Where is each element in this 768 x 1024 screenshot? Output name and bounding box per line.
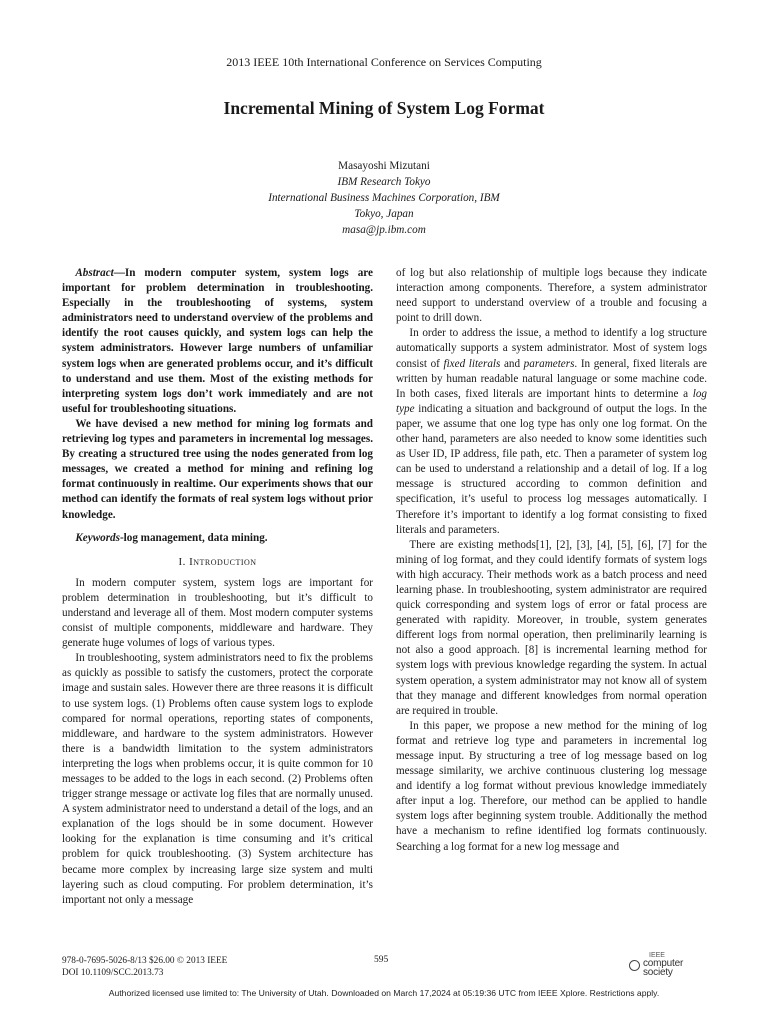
conference-header: 2013 IEEE 10th International Conference on Services Computing (226, 55, 542, 69)
author-org-full: International Business Machines Corporation, IBM (268, 192, 500, 204)
section-number: I. (178, 555, 186, 568)
footer-doi[interactable]: DOI 10.1109/SCC.2013.73 (62, 968, 164, 978)
abstract-paragraph-2: We have devised a new method for mining log formats and retrieving log types and parameters in incremental log messages. By creating a structured tree using the nodes generated from log messages, we created a method for mining and refining log format continuously in realtime. Our experiments shows that our method can identify the formats of real system logs without prior knowledge. (62, 417, 373, 521)
body-paragraph-5: In this paper, we propose a new method for the mining of log format and retrieve log type and parameters in incremental log message input. By structuring a tree of log message based on log message similarity, we archive continuous clustering log message and identify a log format without previous knowledge immediately after input a log. Therefore, our method can be applied to handle system logs after beginning system trouble. Additionally the method have a mechanism to refine identified log formats continuously. Searching a log format for a new log message and (396, 719, 707, 853)
logo-line-1: computer (643, 958, 684, 969)
footer-left (62, 955, 227, 979)
p3-text-a: In order to address the issue, a method to identify a log structure automatically supports a system administrator. Most of system logs consist of (396, 327, 707, 370)
p3-text-b: . In general, fixed literals are written by human readable natural language or some machine code. In both cases, fixed literals are important hints to determine a (396, 357, 707, 400)
body-paragraph-4: There are existing methods[1], [2], [3], [4], [5], [6], [7] for the mining of log format, and they could identify formats of system logs with high accuracy. Their methods work as a batch process and need learning phase. In troubleshooting, system administrator are required quick corresponding and system logs of error or fatal process are generated with rapidity. Moreover, in trouble, system generates different logs from normal operation, then preliminarily learning is not also a good approach. [8] is incremental learning method for system logs with previous knowledge regarding the system. In actual system operation, a system administrator may not know all of system that they manage and different knowledges from normal operation are required in trouble. (396, 538, 707, 717)
author-name: Masayoshi Mizutani (338, 160, 430, 172)
term-parameters: parameters (523, 357, 575, 370)
body-paragraph-2-continued: of log but also relationship of multiple logs because they indicate interaction among components. Therefore, a system administrator need support to understand overview of a trouble and focusing a point to drill down. (396, 267, 707, 325)
abstract-paragraph (62, 266, 373, 417)
author-location: Tokyo, Japan (354, 208, 414, 220)
abstract-text: —In modern computer system, system logs are important for problem determination in troubleshooting. Especially in the troubleshooting of systems, system administrators need to understand overview of the problems and identify the root causes quickly, and system logs can help the system administrators. However large numbers of unfamiliar system logs when are generated problems occur, and it’s difficult to understand and use them. Most of the existing methods for interpreting system logs don’t work immediately and are not useful for troubleshooting situations. (62, 267, 373, 415)
body-paragraph-3 (396, 326, 707, 537)
section-title: Introduction (189, 555, 257, 568)
abstract-label: Abstract (75, 267, 114, 279)
logo-cs-text (643, 959, 683, 977)
term-log-type: log type (396, 387, 707, 415)
keywords-label: Keywords (75, 531, 120, 544)
author-org: IBM Research Tokyo (337, 176, 431, 188)
author-block (0, 158, 768, 238)
ieee-computer-society-logo (627, 952, 697, 980)
body-paragraph-1: In modern computer system, system logs are important for problem determination in troubleshooting, but it’s difficult to understand and leverage all of them. Most modern computer systems consist of multiple components, middleware and hardware. They generate huge volumes of logs of various types. (62, 576, 373, 650)
footer-isbn: 978-0-7695-5026-8/13 $26.00 © 2013 IEEE (62, 956, 228, 966)
section-heading (62, 555, 373, 570)
keywords-text: -log management, data mining. (119, 531, 268, 544)
right-column (396, 266, 707, 855)
paper-title: Incremental Mining of System Log Format (223, 98, 545, 118)
body-paragraph-2: In troubleshooting, system administrators need to fix the problems as quickly as possible to satisfy the customers, protect the corporate image and sustain sales. However there are three reasons it is difficult to use system logs. (1) Problems often cause system logs to explode compared for normal operations, reporting states of components, middleware, and hardware to the system administrators. However there is a bandwidth limitation to the system administrators interpreting the logs when problems occur, it is quite common for 10 messages to be added to the logs in each second. (2) Problems often trigger strange message or activate log files that are normally unused. A system administrator need to understand a detail of the logs, and an explanation of the logs should be in some document. However looking for the explanation is time consuming and it’s critical problem for quick troubleshooting. (3) System architecture has became more complex by increasing large size system and multi layering such as cloud computing. For problem determination, it’s important not only a message (62, 652, 374, 906)
author-email[interactable]: masa@jp.ibm.com (342, 224, 426, 236)
page-number: 595 (374, 955, 389, 965)
globe-icon (629, 960, 640, 971)
keywords (62, 531, 373, 546)
term-fixed-literals: fixed literals (443, 357, 501, 370)
logo-ieee-text: IEEE (649, 952, 665, 959)
license-notice: Authorized licensed use limited to: The University of Utah. Downloaded on March 17,2024 at 05:19:36 UTC from IEEE Xplore. Restrictions apply. (108, 988, 660, 998)
logo-line-2: society (643, 967, 673, 978)
p3-text-c: indicating a situation and background of output the logs. In the paper, we assume that one log type has only one log format. On the other hand, parameters are also needed to know some identities such as User ID, IP address, file path, etc. Then a parameter of system log can be used to understand a relationship and a detail of log. If a log message is structured according to common definition and specification, it’s useful to process log messages automatically. I Therefore it’s important to identify a log format consisting to fixed literals and parameters. (396, 402, 707, 536)
p3-and: and (500, 357, 524, 370)
left-column (62, 266, 373, 908)
